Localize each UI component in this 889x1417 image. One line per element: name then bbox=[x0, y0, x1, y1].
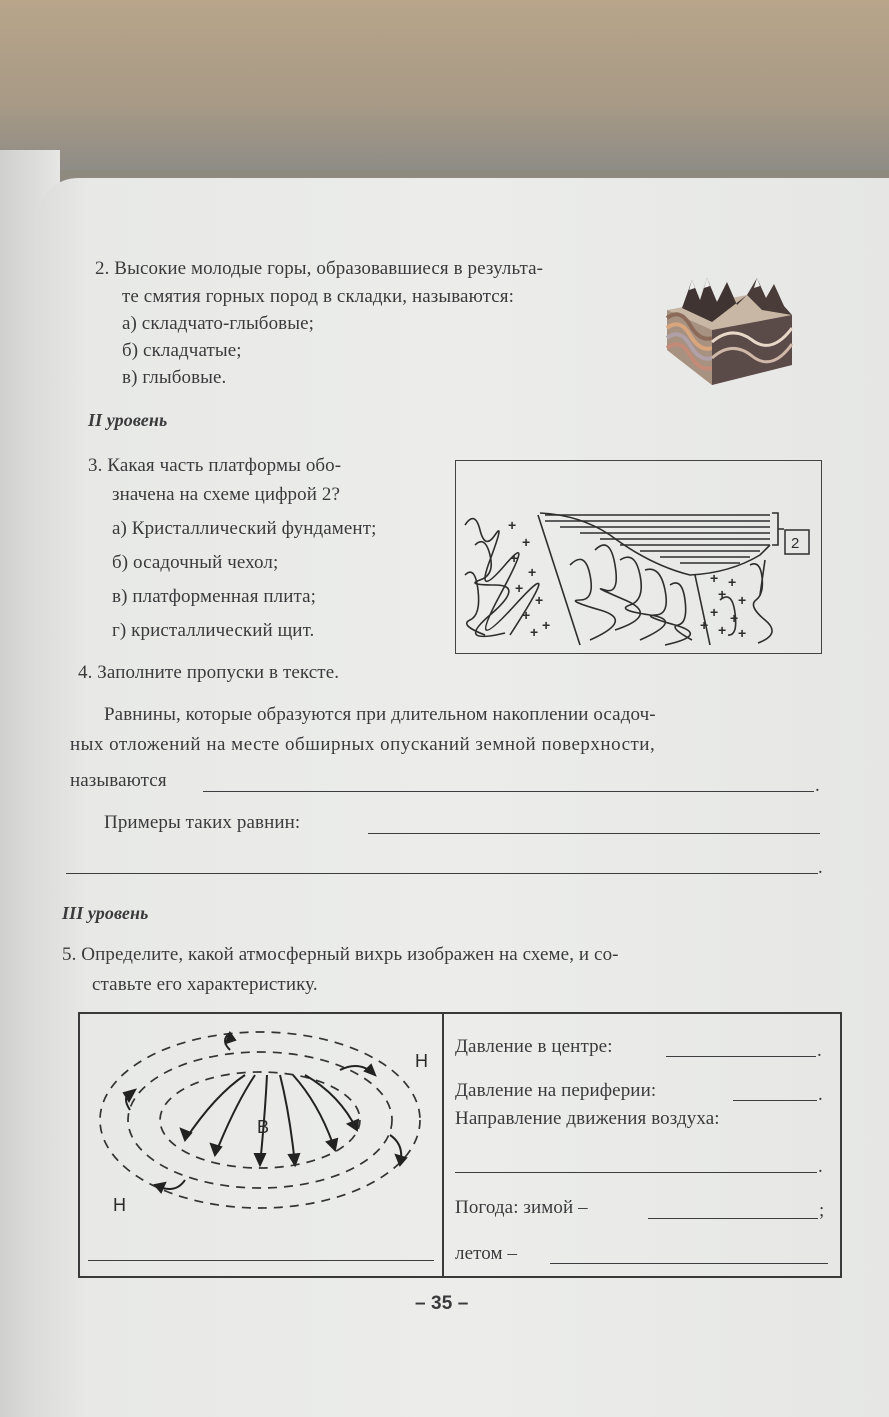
q4-title: 4. Заполните пропуски в тексте. bbox=[78, 662, 340, 683]
svg-text:+: + bbox=[718, 622, 727, 638]
answer-line-weather-winter[interactable] bbox=[648, 1218, 818, 1219]
table-column-divider bbox=[442, 1014, 444, 1276]
q3-option-c: в) платформенная плита; bbox=[112, 586, 317, 607]
svg-text:+: + bbox=[738, 625, 747, 641]
svg-text:+: + bbox=[730, 610, 739, 626]
q4-examples-label: Примеры таких равнин: bbox=[104, 812, 301, 833]
q3-option-b: б) осадочный чехол; bbox=[112, 552, 279, 573]
q4-examples-period: . bbox=[818, 857, 823, 878]
answer-line-vortex-name[interactable] bbox=[88, 1260, 434, 1261]
weather-winter-label: Погода: зимой – bbox=[455, 1197, 588, 1218]
svg-text:+: + bbox=[522, 534, 531, 550]
svg-text:+: + bbox=[700, 617, 709, 633]
weather-winter-semicolon: ; bbox=[819, 1200, 825, 1221]
q4-paragraph-line2: ных отложений на месте обширных опусканий земной поверхности, bbox=[70, 734, 656, 755]
svg-text:+: + bbox=[508, 517, 517, 533]
q4-line3-period: . bbox=[815, 775, 820, 796]
answer-line-weather-summer[interactable] bbox=[550, 1263, 828, 1264]
level-2-heading: II уровень bbox=[88, 410, 168, 430]
q3-text-line1: 3. Какая часть платформы обо- bbox=[88, 455, 342, 476]
q4-paragraph-line1: Равнины, которые образуются при длительном накоплении осадоч- bbox=[104, 704, 656, 725]
air-direction-period: . bbox=[818, 1156, 823, 1177]
answer-line-pressure-periphery[interactable] bbox=[733, 1100, 817, 1101]
q3-option-a: а) Кристаллический фундамент; bbox=[112, 518, 377, 539]
q2-option-c: в) глыбовые. bbox=[122, 367, 227, 388]
platform-cross-section-diagram bbox=[460, 505, 820, 650]
svg-text:+: + bbox=[710, 570, 719, 586]
q5-text-line1: 5. Определите, какой атмосферный вихрь изображен на схеме, и со- bbox=[62, 944, 619, 965]
svg-text:+: + bbox=[515, 580, 524, 596]
svg-text:+: + bbox=[728, 574, 737, 590]
q2-text-line2: те смятия горных пород в складки, называются: bbox=[122, 286, 515, 307]
pressure-periphery-period: . bbox=[818, 1084, 823, 1105]
svg-text:+: + bbox=[528, 564, 537, 580]
svg-text:+: + bbox=[510, 550, 519, 566]
diagram-label-2: 2 bbox=[791, 535, 800, 552]
q2-option-b: б) складчатые; bbox=[122, 340, 242, 361]
atmospheric-vortex-diagram bbox=[95, 1025, 440, 1230]
diagram-label-low-left: Н bbox=[113, 1195, 126, 1215]
q3-text-line2: значена на схеме цифрой 2? bbox=[112, 484, 340, 505]
diagram-label-low-right: Н bbox=[415, 1051, 428, 1071]
svg-text:+: + bbox=[522, 607, 531, 623]
q2-option-a: а) складчато-глыбовые; bbox=[122, 313, 315, 334]
level-3-heading: III уровень bbox=[62, 903, 149, 923]
air-direction-label: Направление движения воздуха: bbox=[455, 1108, 720, 1129]
answer-line-plains-name[interactable] bbox=[203, 791, 814, 792]
q2-text-line1: 2. Высокие молодые горы, образовавшиеся в результа- bbox=[95, 258, 544, 279]
pressure-center-label: Давление в центре: bbox=[455, 1036, 613, 1057]
pressure-center-period: . bbox=[817, 1040, 822, 1061]
answer-line-examples-1[interactable] bbox=[368, 833, 820, 834]
page-number: – 35 – bbox=[415, 1293, 469, 1314]
svg-text:+: + bbox=[738, 592, 747, 608]
pressure-periphery-label: Давление на периферии: bbox=[455, 1080, 657, 1101]
answer-line-pressure-center[interactable] bbox=[666, 1056, 816, 1057]
diagram-label-high-center: В bbox=[257, 1117, 270, 1137]
q4-paragraph-line3: называются bbox=[70, 770, 167, 791]
svg-text:+: + bbox=[542, 617, 551, 633]
q5-text-line2: ставьте его характеристику. bbox=[92, 974, 318, 995]
svg-text:+: + bbox=[530, 624, 539, 640]
answer-line-air-direction[interactable] bbox=[455, 1172, 817, 1173]
answer-line-examples-2[interactable] bbox=[66, 873, 818, 874]
weather-summer-label: летом – bbox=[455, 1243, 518, 1264]
svg-text:+: + bbox=[718, 586, 727, 602]
svg-text:+: + bbox=[535, 592, 544, 608]
wooden-wall-background bbox=[0, 0, 889, 170]
q3-option-d: г) кристаллический щит. bbox=[112, 620, 315, 641]
svg-text:+: + bbox=[710, 604, 719, 620]
folded-mountains-image bbox=[662, 270, 802, 388]
